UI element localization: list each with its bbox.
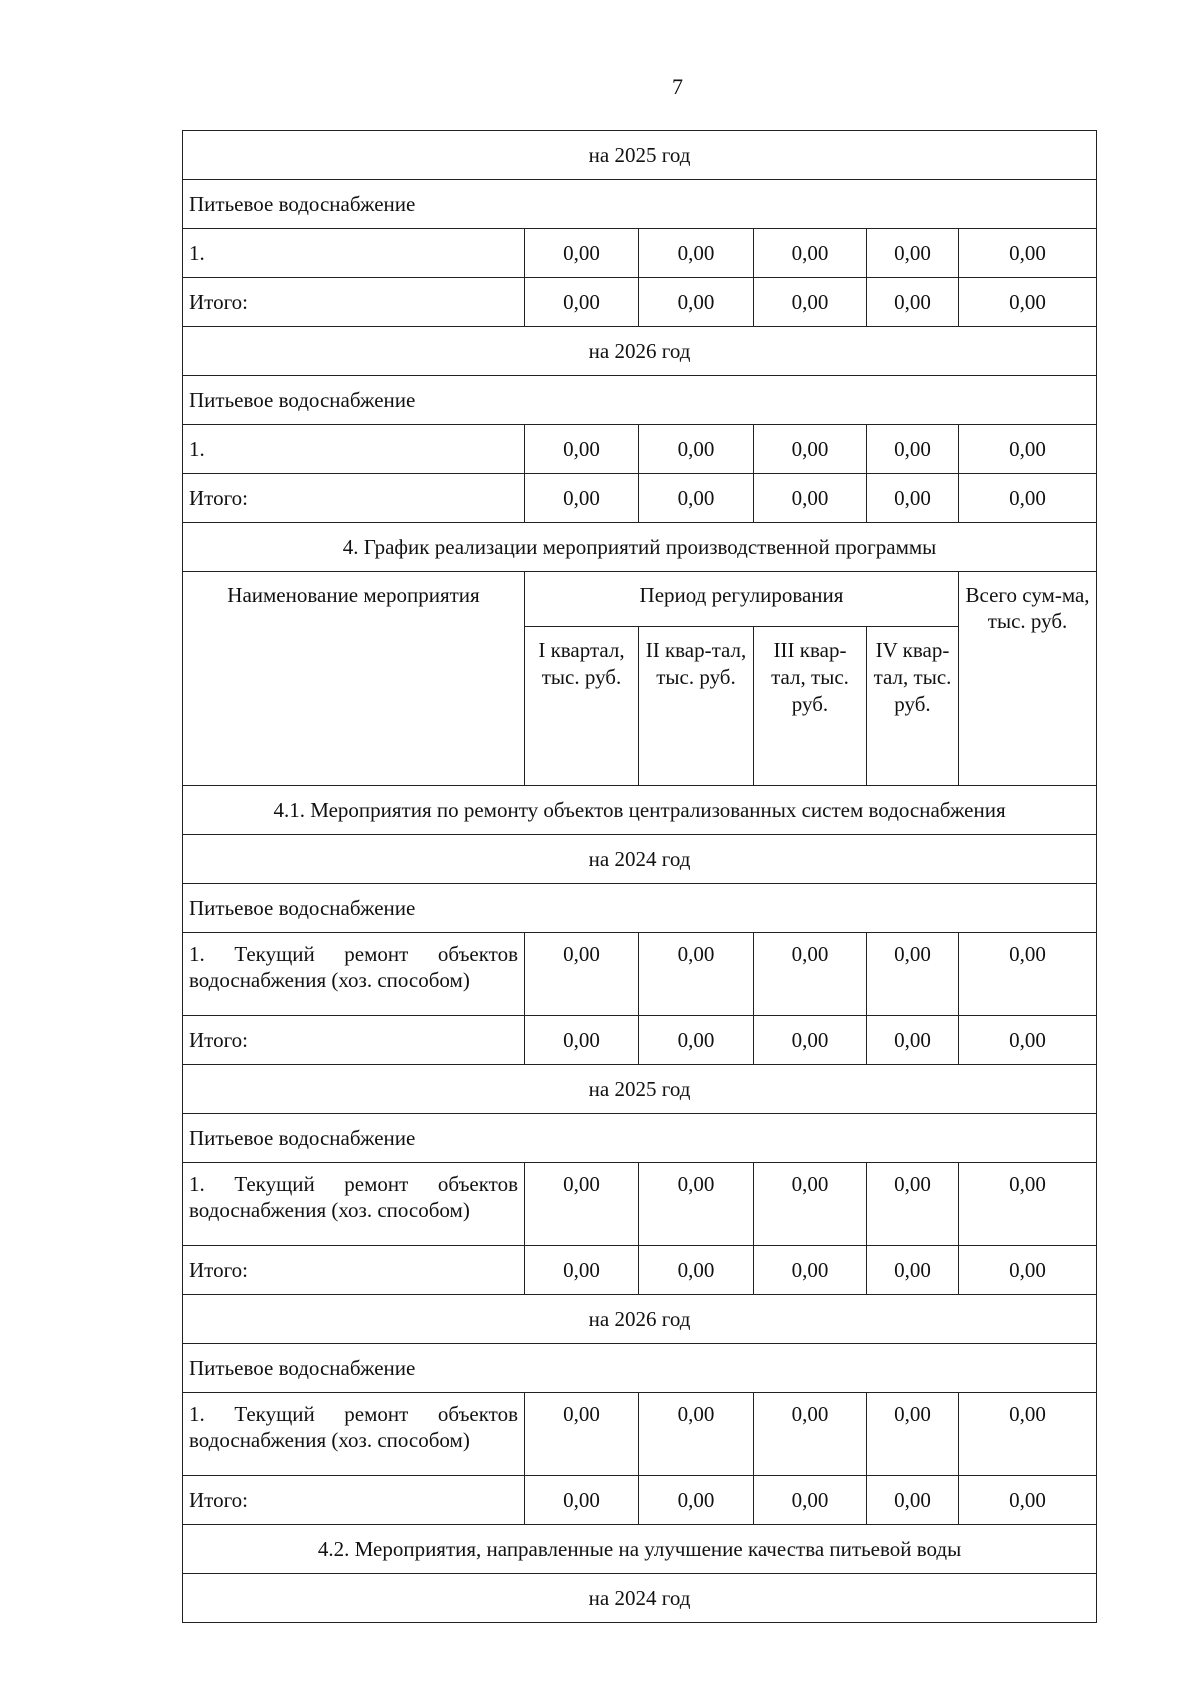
category-label: Питьевое водоснабжение [183, 180, 1097, 229]
total-value: 0,00 [959, 1016, 1097, 1065]
q2-value: 0,00 [639, 1393, 754, 1476]
section-title-row [183, 523, 1097, 572]
year-row [183, 1295, 1097, 1344]
year-label: на 2024 год [183, 835, 1097, 884]
q4-value: 0,00 [867, 229, 959, 278]
subsection-title-row [183, 1525, 1097, 1574]
total-row [183, 278, 1097, 327]
category-row [183, 884, 1097, 933]
total-value: 0,00 [959, 933, 1097, 1016]
q1-value: 0,00 [525, 425, 639, 474]
q2-value: 0,00 [639, 425, 754, 474]
year-label: на 2025 год [183, 131, 1097, 180]
row-name: 1. Текущий ремонт объектов водоснабжения (хоз. способом) [183, 1393, 525, 1476]
category-row [183, 1114, 1097, 1163]
q4-value: 0,00 [867, 425, 959, 474]
total-value: 0,00 [959, 474, 1097, 523]
production-program-table [182, 130, 1097, 1623]
q2-value: 0,00 [639, 1246, 754, 1295]
subsection-title: 4.1. Мероприятия по ремонту объектов централизованных систем водоснабжения [183, 786, 1097, 835]
q3-value: 0,00 [754, 474, 867, 523]
q4-value: 0,00 [867, 278, 959, 327]
q1-value: 0,00 [525, 229, 639, 278]
total-value: 0,00 [959, 1246, 1097, 1295]
q3-value: 0,00 [754, 1163, 867, 1246]
q1-value: 0,00 [525, 278, 639, 327]
section-title: 4. График реализации мероприятий производственной программы [183, 523, 1097, 572]
row-name: Итого: [183, 1476, 525, 1525]
year-row [183, 1065, 1097, 1114]
year-row [183, 327, 1097, 376]
table-row [183, 1163, 1097, 1246]
q3-value: 0,00 [754, 229, 867, 278]
q4-value: 0,00 [867, 1163, 959, 1246]
row-name: 1. [183, 229, 525, 278]
year-label: на 2024 год [183, 1574, 1097, 1623]
row-name: 1. [183, 425, 525, 474]
total-value: 0,00 [959, 1393, 1097, 1476]
q1-value: 0,00 [525, 474, 639, 523]
table-row [183, 425, 1097, 474]
year-row [183, 131, 1097, 180]
year-label: на 2026 год [183, 327, 1097, 376]
q3-value: 0,00 [754, 1476, 867, 1525]
year-row [183, 1574, 1097, 1623]
page-number: 7 [672, 74, 683, 99]
year-row [183, 835, 1097, 884]
header-q2: II квар-тал, тыс. руб. [639, 627, 754, 786]
header-name-col: Наименование мероприятия [183, 572, 525, 786]
q3-value: 0,00 [754, 1393, 867, 1476]
total-row [183, 1476, 1097, 1525]
q1-value: 0,00 [525, 1163, 639, 1246]
table-row [183, 933, 1097, 1016]
category-row [183, 180, 1097, 229]
q4-value: 0,00 [867, 933, 959, 1016]
table-row [183, 229, 1097, 278]
category-label: Питьевое водоснабжение [183, 884, 1097, 933]
q2-value: 0,00 [639, 933, 754, 1016]
q1-value: 0,00 [525, 1016, 639, 1065]
q2-value: 0,00 [639, 278, 754, 327]
q2-value: 0,00 [639, 229, 754, 278]
year-label: на 2025 год [183, 1065, 1097, 1114]
total-row [183, 1016, 1097, 1065]
header-q3: III квар-тал, тыс. руб. [754, 627, 867, 786]
header-row [183, 572, 1097, 627]
subsection-title-row [183, 786, 1097, 835]
q1-value: 0,00 [525, 1393, 639, 1476]
total-value: 0,00 [959, 1163, 1097, 1246]
q3-value: 0,00 [754, 425, 867, 474]
category-row [183, 1344, 1097, 1393]
q1-value: 0,00 [525, 1476, 639, 1525]
header-period: Период регулирования [525, 572, 959, 627]
q1-value: 0,00 [525, 1246, 639, 1295]
q4-value: 0,00 [867, 1476, 959, 1525]
q3-value: 0,00 [754, 1016, 867, 1065]
q4-value: 0,00 [867, 1393, 959, 1476]
subsection-title: 4.2. Мероприятия, направленные на улучшение качества питьевой воды [183, 1525, 1097, 1574]
q3-value: 0,00 [754, 1246, 867, 1295]
category-label: Питьевое водоснабжение [183, 1344, 1097, 1393]
q4-value: 0,00 [867, 474, 959, 523]
year-label: на 2026 год [183, 1295, 1097, 1344]
total-value: 0,00 [959, 278, 1097, 327]
q4-value: 0,00 [867, 1246, 959, 1295]
table-row [183, 1393, 1097, 1476]
total-value: 0,00 [959, 1476, 1097, 1525]
q3-value: 0,00 [754, 933, 867, 1016]
total-value: 0,00 [959, 229, 1097, 278]
row-name: 1. Текущий ремонт объектов водоснабжения (хоз. способом) [183, 933, 525, 1016]
total-row [183, 1246, 1097, 1295]
category-label: Питьевое водоснабжение [183, 1114, 1097, 1163]
header-total-col: Всего сум-ма, тыс. руб. [959, 572, 1097, 786]
row-name: 1. Текущий ремонт объектов водоснабжения (хоз. способом) [183, 1163, 525, 1246]
q2-value: 0,00 [639, 474, 754, 523]
q2-value: 0,00 [639, 1163, 754, 1246]
category-label: Питьевое водоснабжение [183, 376, 1097, 425]
q1-value: 0,00 [525, 933, 639, 1016]
q4-value: 0,00 [867, 1016, 959, 1065]
header-q1: I квартал, тыс. руб. [525, 627, 639, 786]
row-name: Итого: [183, 1246, 525, 1295]
row-name: Итого: [183, 474, 525, 523]
row-name: Итого: [183, 1016, 525, 1065]
q3-value: 0,00 [754, 278, 867, 327]
total-row [183, 474, 1097, 523]
header-q4: IV квар-тал, тыс. руб. [867, 627, 959, 786]
q2-value: 0,00 [639, 1016, 754, 1065]
category-row [183, 376, 1097, 425]
total-value: 0,00 [959, 425, 1097, 474]
row-name: Итого: [183, 278, 525, 327]
q2-value: 0,00 [639, 1476, 754, 1525]
